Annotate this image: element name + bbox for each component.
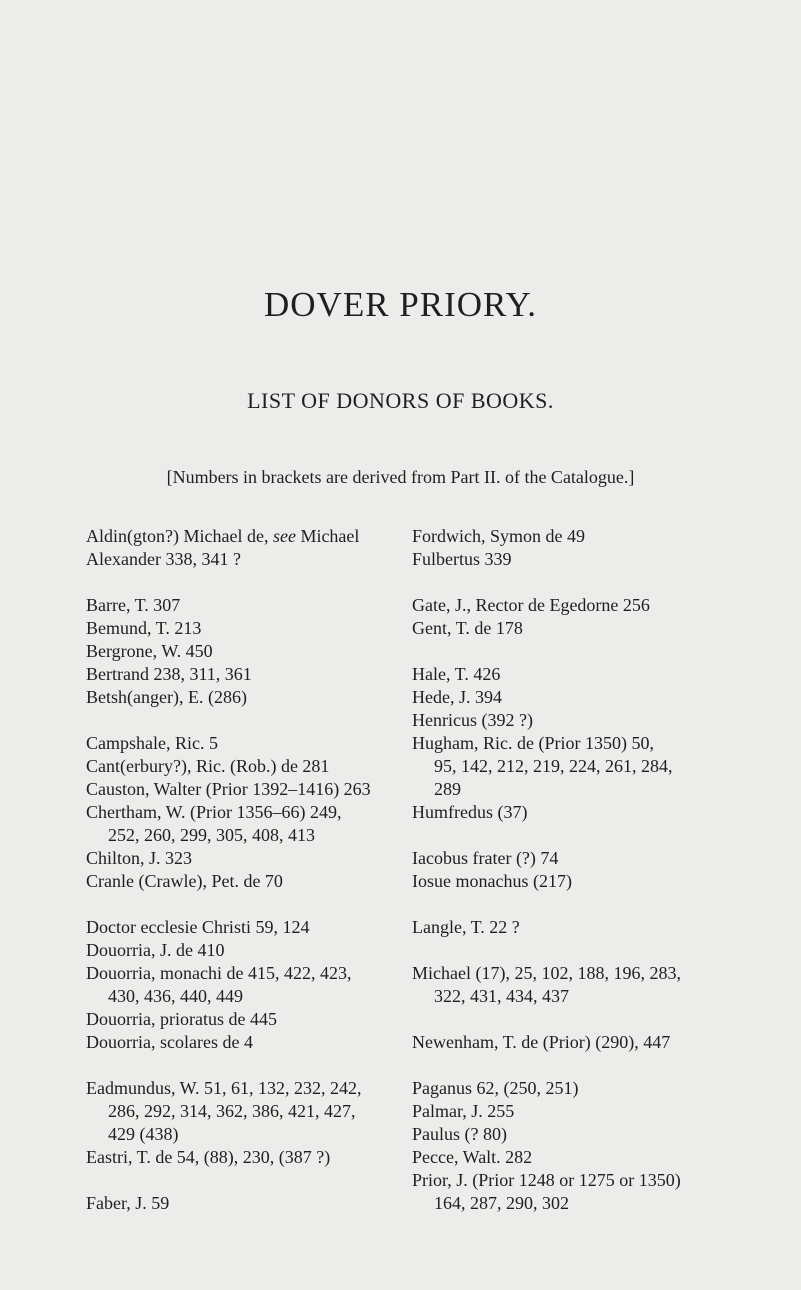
- list-item: Iosue monachus (217): [412, 871, 572, 891]
- list-item: Douorria, scolares de 4: [86, 1032, 253, 1052]
- list-item: Bergrone, W. 450: [86, 641, 213, 661]
- list-item: Campshale, Ric. 5: [86, 733, 218, 753]
- list-item: Langle, T. 22 ?: [412, 917, 520, 937]
- list-item: Humfredus (37): [412, 802, 528, 822]
- list-item: Hugham, Ric. de (Prior 1350) 50, 95, 142, 212, 219, 224, 261, 284, 289: [412, 733, 673, 799]
- group-m: [412, 962, 762, 1008]
- list-item: Chertham, W. (Prior 1356–66) 249, 252, 260, 299, 305, 408, 413: [86, 802, 342, 845]
- list-item: Paulus (? 80): [412, 1124, 507, 1144]
- page-subtitle: LIST OF DONORS OF BOOKS.: [247, 388, 554, 413]
- list-item: Eastri, T. de 54, (88), 230, (387 ?): [86, 1147, 331, 1167]
- right-column: [412, 525, 762, 1238]
- list-item: Causton, Walter (Prior 1392–1416) 263: [86, 779, 371, 799]
- list-item: Fordwich, Symon de 49: [412, 526, 585, 546]
- list-item: Douorria, J. de 410: [86, 940, 225, 960]
- list-item: Fulbertus 339: [412, 549, 512, 569]
- list-item: Bemund, T. 213: [86, 618, 202, 638]
- list-item: Barre, T. 307: [86, 595, 181, 615]
- group-l: [412, 916, 762, 939]
- list-item: Bertrand 238, 311, 361: [86, 664, 252, 684]
- list-item: Douorria, monachi de 415, 422, 423, 430, 436, 440, 449: [86, 963, 352, 1006]
- list-item: Henricus (392 ?): [412, 710, 533, 730]
- list-item: Eadmundus, W. 51, 61, 132, 232, 242, 286, 292, 314, 362, 386, 421, 427, 429 (438): [86, 1078, 362, 1144]
- group-c: [86, 732, 436, 893]
- list-item: Prior, J. (Prior 1248 or 1275 or 1350) 164, 287, 290, 302: [412, 1170, 681, 1213]
- see-reference: see: [272, 526, 296, 546]
- editorial-note: [Numbers in brackets are derived from Part II. of the Catalogue.]: [166, 467, 635, 487]
- page-title: DOVER PRIORY.: [264, 285, 537, 324]
- group-h: [412, 663, 762, 824]
- group-b: [86, 594, 436, 709]
- left-column: [86, 525, 436, 1238]
- group-i: [412, 847, 762, 893]
- list-item: Gate, J., Rector de Egedorne 256: [412, 595, 650, 615]
- group-d: [86, 916, 436, 1054]
- group-e: [86, 1077, 436, 1169]
- list-item: Michael (17), 25, 102, 188, 196, 283, 322, 431, 434, 437: [412, 963, 681, 1006]
- list-item: Betsh(anger), E. (286): [86, 687, 247, 707]
- list-item: Hale, T. 426: [412, 664, 501, 684]
- list-item: Cranle (Crawle), Pet. de 70: [86, 871, 283, 891]
- list-item: Douorria, prioratus de 445: [86, 1009, 277, 1029]
- list-item: Palmar, J. 255: [412, 1101, 515, 1121]
- entry-text: Aldin(gton?) Michael de,: [86, 526, 273, 546]
- group-a: [86, 525, 436, 571]
- list-item: Hede, J. 394: [412, 687, 502, 707]
- list-item: Gent, T. de 178: [412, 618, 523, 638]
- group-g: [412, 594, 762, 640]
- group-f: [412, 525, 762, 571]
- group-p: [412, 1077, 762, 1215]
- list-item: [86, 525, 436, 548]
- list-item: Faber, J. 59: [86, 1193, 170, 1213]
- list-item: Cant(erbury?), Ric. (Rob.) de 281: [86, 756, 330, 776]
- group-n: [412, 1031, 762, 1054]
- list-item: Chilton, J. 323: [86, 848, 193, 868]
- group-f-left: [86, 1192, 436, 1215]
- list-item: Pecce, Walt. 282: [412, 1147, 533, 1167]
- list-item: Doctor ecclesie Christi 59, 124: [86, 917, 310, 937]
- list-item: Paganus 62, (250, 251): [412, 1078, 579, 1098]
- list-item: Iacobus frater (?) 74: [412, 848, 559, 868]
- entry-text: Michael: [295, 526, 360, 546]
- list-item: Alexander 338, 341 ?: [86, 549, 241, 569]
- list-item: Newenham, T. de (Prior) (290), 447: [412, 1032, 671, 1052]
